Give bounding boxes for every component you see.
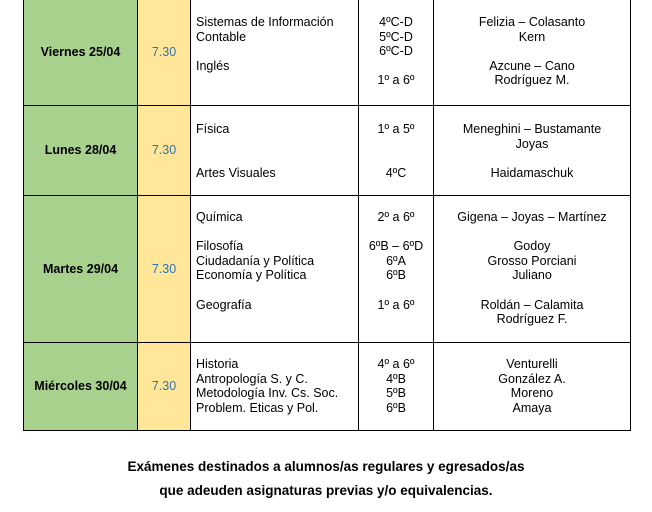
course-text: 6ºB bbox=[386, 268, 406, 283]
schedule-row bbox=[24, 196, 631, 343]
teacher-text: Gigena – Joyas – Martínez bbox=[457, 210, 607, 224]
teacher-text: Rodríguez F. bbox=[496, 312, 568, 327]
teacher-text: Haidamaschuk bbox=[490, 165, 574, 180]
schedule-body bbox=[24, 0, 631, 431]
teacher-text: Roldán – Calamita bbox=[480, 297, 584, 312]
spacer bbox=[359, 151, 433, 166]
subject-text: Filosofía bbox=[196, 239, 244, 254]
spacer bbox=[196, 44, 358, 59]
spacer bbox=[434, 225, 630, 240]
spacer bbox=[434, 44, 630, 59]
teacher-text: Juliano bbox=[512, 268, 552, 283]
exam-time-cell: 7.30 bbox=[138, 106, 191, 196]
teacher-text: Grosso Porciani bbox=[487, 253, 577, 268]
teacher-text: Joyas bbox=[515, 136, 549, 151]
spacer bbox=[434, 283, 630, 298]
subject-list-cell bbox=[191, 106, 359, 196]
schedule-row bbox=[24, 0, 631, 106]
exam-time-cell: 7.30 bbox=[138, 196, 191, 343]
course-text: 4º a 6º bbox=[377, 357, 415, 371]
subject-text: Antropología S. y C. bbox=[196, 371, 308, 386]
teacher-list-cell bbox=[434, 0, 631, 106]
course-text: 1º a 6º bbox=[377, 297, 415, 312]
teacher-text: Moreno bbox=[510, 386, 554, 401]
teacher-list-cell bbox=[434, 196, 631, 343]
teacher-text: Rodríguez M. bbox=[494, 73, 570, 88]
teacher-text: González A. bbox=[498, 371, 566, 386]
subject-text: Geografía bbox=[196, 297, 252, 312]
subject-list-cell bbox=[191, 196, 359, 343]
course-text: 6ºA bbox=[386, 253, 406, 268]
course-text: 5ºB bbox=[386, 386, 406, 401]
teacher-text: Azcune – Cano bbox=[489, 58, 575, 73]
course-text: 1º a 5º bbox=[377, 122, 415, 136]
teacher-text: Felizia – Colasanto bbox=[478, 15, 586, 29]
subject-list-cell bbox=[191, 0, 359, 106]
spacer bbox=[359, 59, 433, 74]
subject-text: Ciudadanía y Política bbox=[196, 253, 315, 268]
subject-text: Sistemas de Información bbox=[196, 15, 334, 29]
exam-day-cell: Lunes 28/04 bbox=[24, 106, 138, 196]
subject-text: Física bbox=[196, 122, 230, 136]
teacher-text: Amaya bbox=[512, 400, 552, 415]
course-text: 4ºC-D bbox=[379, 15, 413, 29]
teacher-list-cell bbox=[434, 106, 631, 196]
course-text: 1º a 6º bbox=[377, 73, 415, 88]
course-text: 4ºB bbox=[386, 371, 406, 386]
spacer bbox=[359, 283, 433, 298]
subject-text: Historia bbox=[196, 357, 239, 371]
course-text: 6ºC-D bbox=[379, 44, 413, 59]
course-list-cell bbox=[359, 196, 434, 343]
course-text: 5ºC-D bbox=[379, 29, 413, 44]
teacher-text: Meneghini – Bustamante bbox=[462, 122, 602, 136]
course-text: 4ºC bbox=[385, 165, 407, 180]
spacer bbox=[434, 151, 630, 166]
subject-text: Problem. Eticas y Pol. bbox=[196, 400, 319, 415]
exam-schedule-table bbox=[23, 0, 631, 431]
subject-text: Contable bbox=[196, 29, 247, 44]
spacer bbox=[196, 137, 358, 152]
exam-day-cell: Martes 29/04 bbox=[24, 196, 138, 343]
course-text: 6ºB – 6ºD bbox=[368, 239, 424, 254]
spacer bbox=[359, 137, 433, 152]
schedule-row bbox=[24, 343, 631, 431]
course-text: 6ºB bbox=[386, 400, 406, 415]
course-text: 2º a 6º bbox=[377, 210, 415, 224]
teacher-text: Kern bbox=[518, 29, 546, 44]
subject-text: Metodología Inv. Cs. Soc. bbox=[196, 386, 339, 401]
exam-time-cell: 7.30 bbox=[138, 0, 191, 106]
spacer bbox=[196, 225, 358, 240]
exam-time-cell: 7.30 bbox=[138, 343, 191, 431]
spacer bbox=[359, 225, 433, 240]
schedule-row bbox=[24, 106, 631, 196]
spacer bbox=[196, 283, 358, 298]
subject-text: Artes Visuales bbox=[196, 165, 276, 180]
exam-day-cell: Miércoles 30/04 bbox=[24, 343, 138, 431]
spacer bbox=[196, 151, 358, 166]
course-list-cell bbox=[359, 343, 434, 431]
footer-note-line-2: que adeuden asignaturas previas y/o equivalencias. bbox=[159, 483, 493, 498]
course-list-cell bbox=[359, 106, 434, 196]
course-list-cell bbox=[359, 0, 434, 106]
teacher-text: Godoy bbox=[513, 239, 551, 254]
subject-text: Inglés bbox=[196, 58, 230, 73]
subject-text: Química bbox=[196, 210, 243, 224]
subject-text: Economía y Política bbox=[196, 268, 307, 283]
footer-note-line-1: Exámenes destinados a alumnos/as regulares y egresados/as bbox=[127, 459, 525, 474]
subject-list-cell bbox=[191, 343, 359, 431]
exam-day-cell: Viernes 25/04 bbox=[24, 0, 138, 106]
teacher-list-cell bbox=[434, 343, 631, 431]
teacher-text: Venturelli bbox=[506, 357, 558, 371]
